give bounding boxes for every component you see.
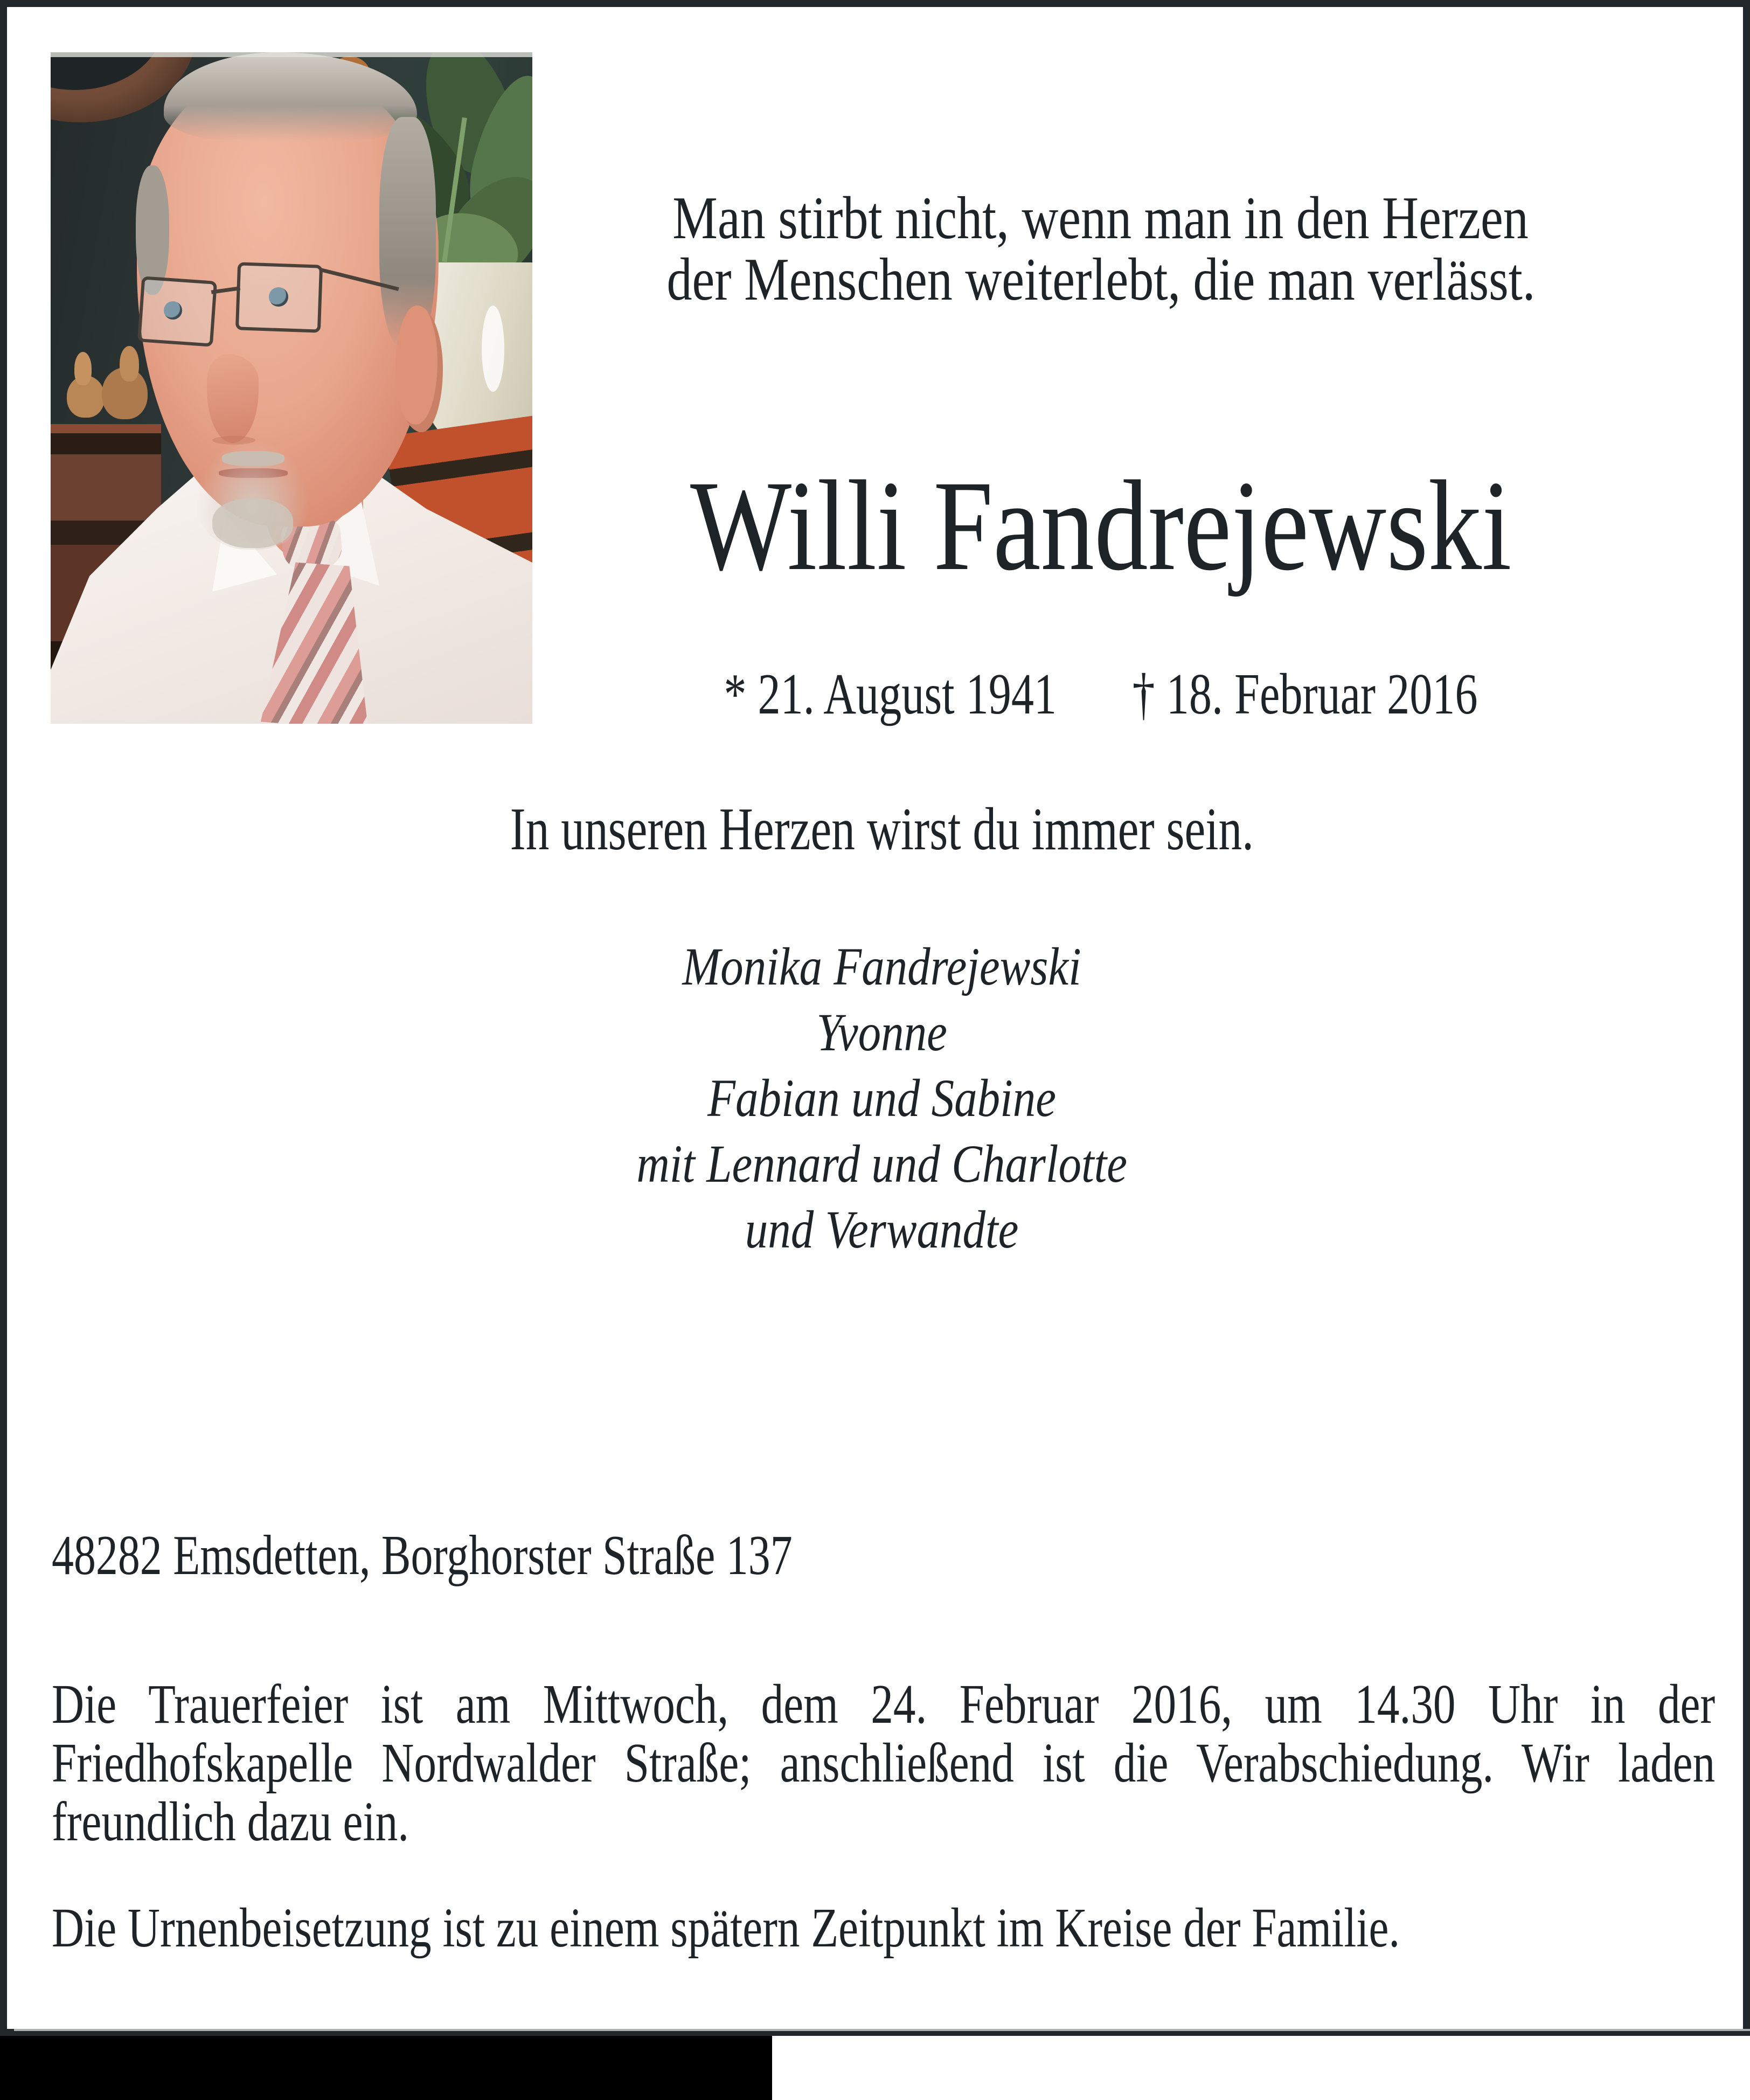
deceased-name: Willi Fandrejewski	[690, 454, 1512, 597]
mourner-line: und Verwandte	[745, 1200, 1019, 1259]
photo-man-eye	[269, 287, 288, 307]
urn-info-text: Die Urnenbeisetzung ist zu einem spätern Zeitpunkt im Kreise der Familie.	[52, 1897, 1400, 1959]
photo-duck-figurine	[74, 352, 92, 385]
death-date: † 18. Februar 2016	[1132, 662, 1478, 726]
dedication-text: In unseren Herzen wirst du immer sein.	[510, 796, 1254, 863]
mourner-line: Yvonne	[816, 1002, 948, 1062]
life-dates	[519, 660, 1683, 730]
birth-date: * 21. August 1941	[724, 662, 1057, 726]
address-text: 48282 Emsdetten, Borghorster Straße 137	[52, 1523, 793, 1586]
funeral-info-paragraph	[52, 1675, 1715, 1851]
funeral-info-line: freundlich dazu ein.	[52, 1791, 409, 1853]
mourners-list	[51, 934, 1713, 1263]
photo-pot-highlight	[482, 306, 504, 392]
mourner-line: Monika Fandrejewski	[682, 937, 1082, 996]
photo-man-hair	[164, 52, 417, 141]
epitaph-line: Man stirbt nicht, wenn man in den Herzen	[672, 185, 1529, 252]
scan-edge-line	[14, 2029, 1750, 2031]
funeral-info-line: Friedhofskapelle Nordwalder Straße; anschließend ist die Verabschiedung. Wir laden	[52, 1732, 1716, 1794]
photo-man-hair	[136, 165, 169, 295]
funeral-info-line: Die Trauerfeier ist am Mittwoch, dem 24. Februar 2016, um 14.30 Uhr in der	[52, 1673, 1716, 1735]
photo-man-chin-beard	[212, 498, 293, 548]
epitaph-line: der Menschen weiterlebt, die man verlässt.	[666, 246, 1535, 313]
photo-scan-edge	[51, 52, 532, 57]
bottom-black-bar	[0, 2036, 772, 2100]
photo-man-mustache	[222, 451, 284, 466]
mourner-line: Fabian und Sabine	[707, 1068, 1057, 1128]
epitaph	[519, 185, 1683, 313]
photo-duck-figurine	[120, 346, 139, 382]
portrait-photo	[51, 52, 532, 724]
photo-man-eye	[164, 301, 182, 320]
mourner-line: mit Lennard und Charlotte	[636, 1134, 1128, 1194]
